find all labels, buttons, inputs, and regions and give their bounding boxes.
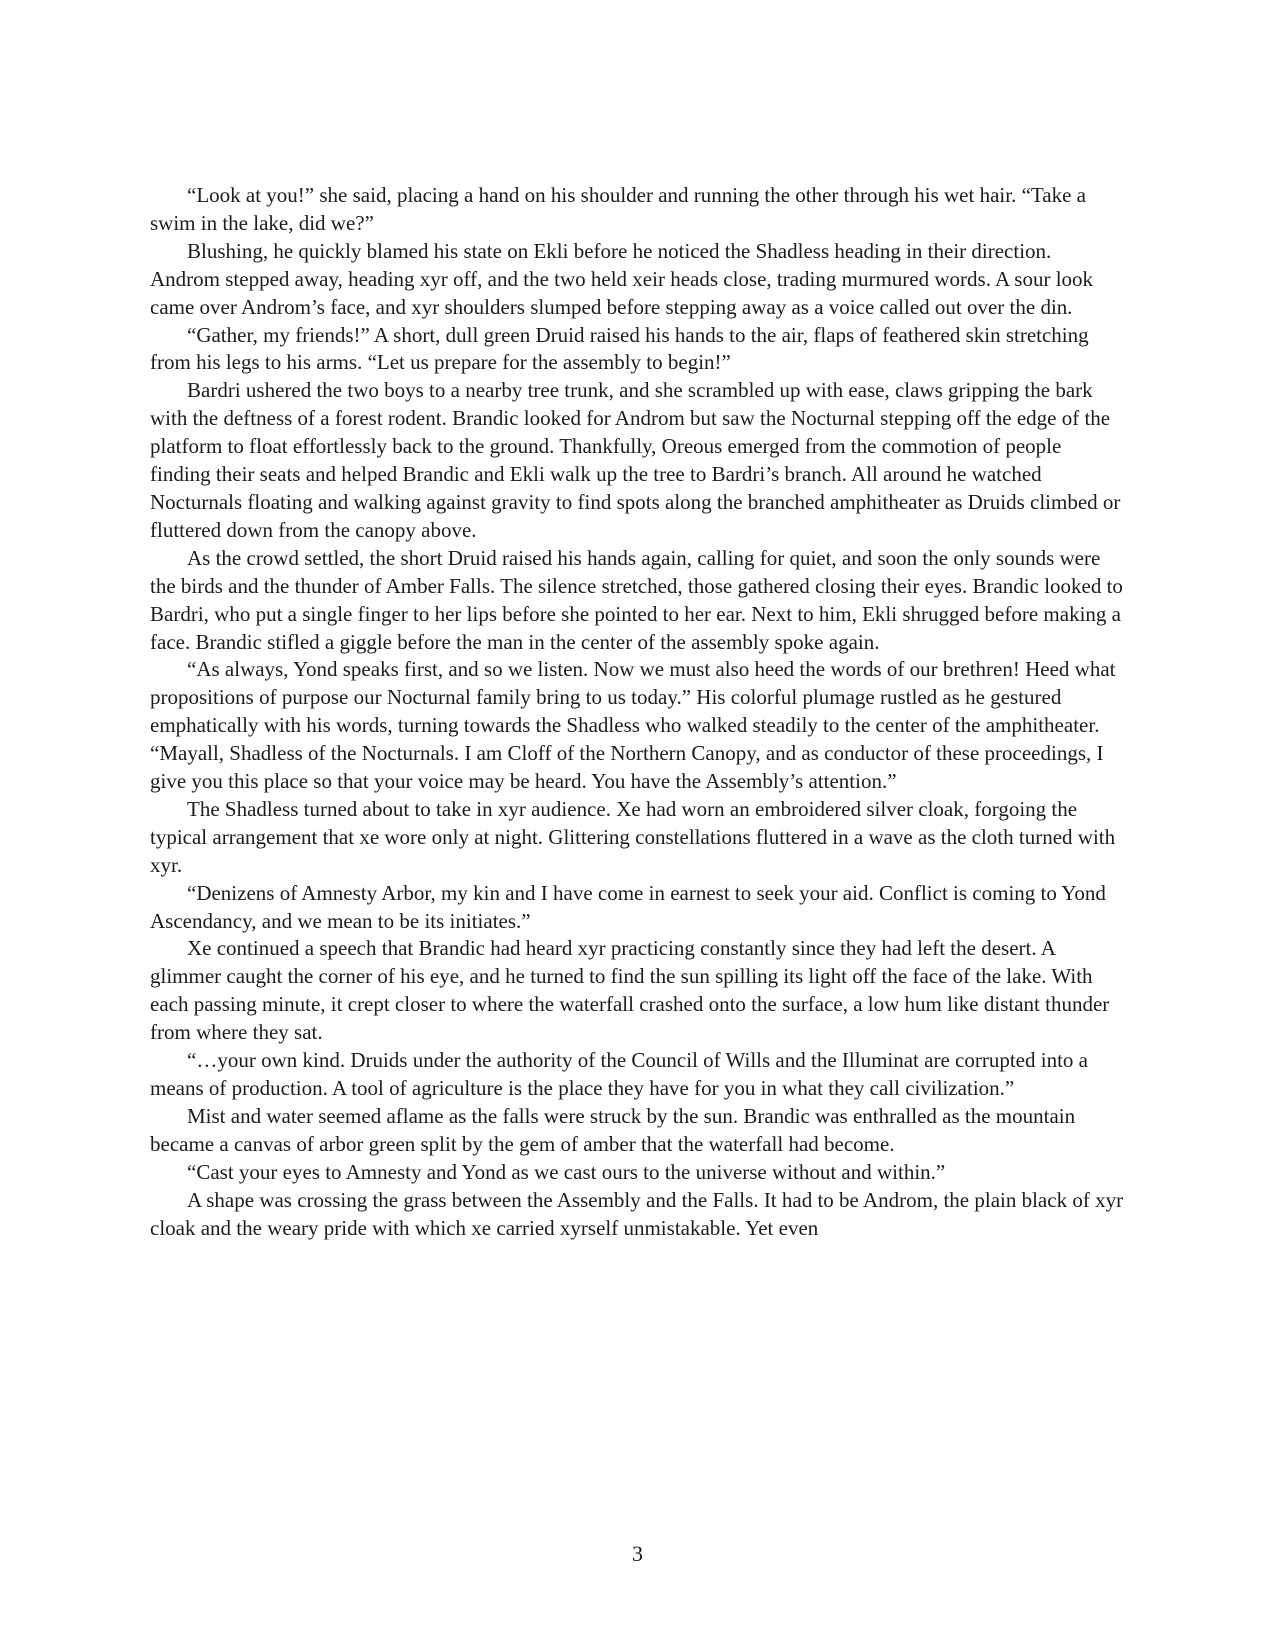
paragraph: “Denizens of Amnesty Arbor, my kin and I have come in earnest to seek your aid. Conflict is coming to Yond Ascendancy, and we mean to be its initiates.” <box>150 880 1106 933</box>
paragraph: Mist and water seemed aflame as the falls were struck by the sun. Brandic was enthralled as the mountain became a canvas of arbor green split by the gem of amber that the waterfall had become. <box>150 1103 1076 1156</box>
paragraph: The Shadless turned about to take in xyr audience. Xe had worn an embroidered silver cloak, forgoing the typical arrangement that xe wore only at night. Glittering constellations fluttered in a wave as the cloth turned with xyr. <box>150 796 1116 877</box>
paragraph: Blushing, he quickly blamed his state on Ekli before he noticed the Shadless heading in their direction. Androm stepped away, heading xyr off, and the two held xeir heads close, trading murmured words. A sour look came over Androm’s face, and xyr shoulders slumped before stepping away as a voice called out over the din. <box>150 238 1094 319</box>
paragraph: “…your own kind. Druids under the authority of the Council of Wills and the Illuminat are corrupted into a means of production. A tool of agriculture is the place they have for you in what they call civilization.” <box>150 1048 1088 1100</box>
paragraph: “Gather, my friends!” A short, dull green Druid raised his hands to the air, flaps of feathered skin stretching from his legs to his arms. “Let us prepare for the assembly to begin!” <box>150 322 1089 375</box>
paragraph: As the crowd settled, the short Druid raised his hands again, calling for quiet, and soon the only sounds were the birds and the thunder of Amber Falls. The silence stretched, those gathered closing their eyes. Brandic looked to Bardri, who put a single finger to her lips before she pointed to her ear. Next to him, Ekli shrugged before making a face. Brandic stifled a giggle before the man in the center of the assembly spoke again. <box>150 545 1123 654</box>
page-body <box>150 182 1125 1242</box>
paragraph: A shape was crossing the grass between the Assembly and the Falls. It had to be Androm, the plain black of xyr cloak and the weary pride with which xe carried xyrself unmistakable. Yet even <box>150 1187 1124 1240</box>
page-number: 3 <box>632 1541 643 1566</box>
paragraph: “Cast your eyes to Amnesty and Yond as we cast ours to the universe without and within.” <box>187 1159 946 1184</box>
paragraph: Bardri ushered the two boys to a nearby tree trunk, and she scrambled up with ease, claws gripping the bark with the deftness of a forest rodent. Brandic looked for Androm but saw the Nocturnal stepping off the edge of the platform to float effortlessly back to the ground. Thankfully, Oreous emerged from the commotion of people finding their seats and helped Brandic and Ekli walk up the tree to Bardri’s branch. All around he watched Nocturnals floating and walking against gravity to find spots along the branched amphitheater as Druids climbed or fluttered down from the canopy above. <box>150 378 1121 542</box>
paragraph: “Look at you!” she said, placing a hand on his shoulder and running the other through his wet hair. “Take a swim in the lake, did we?” <box>150 183 1086 235</box>
paragraph: “As always, Yond speaks first, and so we listen. Now we must also heed the words of our brethren! Heed what propositions of purpose our Nocturnal family bring to us today.” His colorful plumage rustled as he gestured emphatically with his words, turning towards the Shadless who walked steadily to the center of the amphitheater. “Mayall, Shadless of the Nocturnals. I am Cloff of the Northern Canopy, and as conductor of these proceedings, I give you this place so that your voice may be heard. You have the Assembly’s attention.” <box>150 657 1116 794</box>
paragraph: Xe continued a speech that Brandic had heard xyr practicing constantly since they had left the desert. A glimmer caught the corner of his eye, and he turned to find the sun spilling its light off the face of the lake. With each passing minute, it crept closer to where the waterfall crashed onto the surface, a low hum like distant thunder from where they sat. <box>150 936 1110 1045</box>
